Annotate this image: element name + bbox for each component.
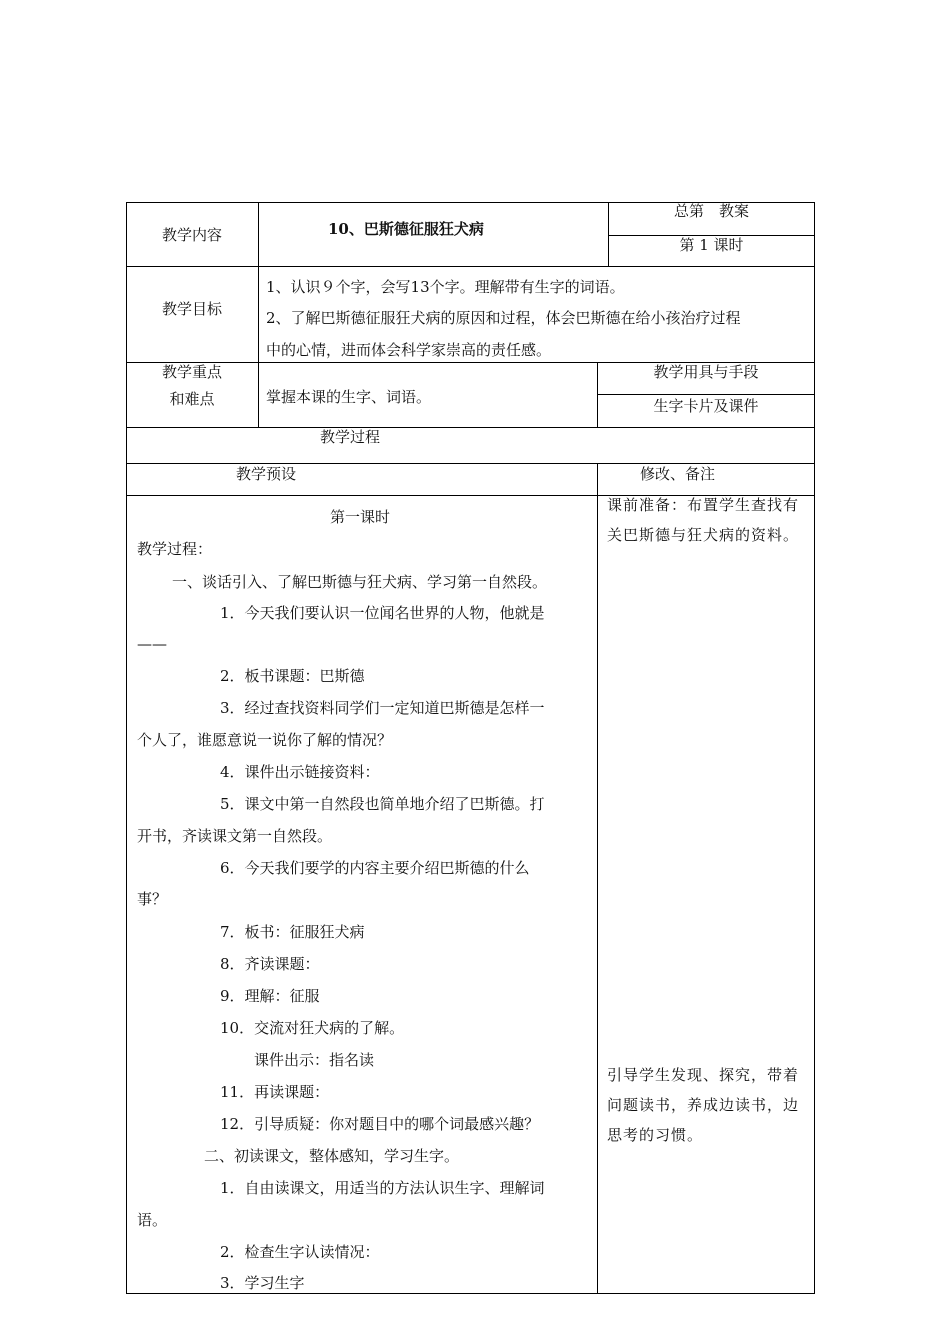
plan-line: 一、谈话引入、了解巴斯德与狂犬病、学习第一自然段。 (172, 573, 548, 591)
notes-column-header: 修改、备注 (640, 465, 716, 483)
row-divider (126, 266, 815, 267)
col-divider (597, 463, 598, 1293)
period-label: 第 1 课时 (679, 236, 744, 254)
plan-line: 二、初读课文，整体感知，学习生字。 (204, 1147, 460, 1165)
plan-line: 1．自由读课文，用适当的方法认识生字、理解词 (220, 1179, 545, 1197)
plan-line: 教学过程： (137, 540, 213, 558)
plan-line: 12．引导质疑：你对题目中的哪个词最感兴趣？ (220, 1115, 540, 1133)
plan-line: 7．板书：征服狂犬病 (220, 923, 365, 941)
period-heading: 第一课时 (330, 508, 391, 526)
plan-column-header: 教学预设 (236, 465, 297, 483)
tools-value: 生字卡片及课件 (653, 397, 759, 415)
objective-line: 中的心情，进而体会科学家崇高的责任感。 (266, 341, 552, 359)
row-divider (597, 394, 815, 395)
objectives-label: 教学目标 (161, 300, 222, 318)
plan-line: —— (137, 635, 167, 653)
plan-line: 语。 (137, 1211, 168, 1229)
plan-line: 课件出示：指名读 (254, 1051, 375, 1069)
plan-line: 事？ (137, 890, 168, 908)
objective-line: 1、认识９个字，会写13个字。理解带有生字的词语。 (266, 278, 625, 296)
row-divider (126, 427, 815, 428)
key-points-label: 教学重点 (161, 363, 222, 381)
plan-line: 5．课文中第一自然段也简单地介绍了巴斯德。打 (220, 795, 545, 813)
plan-line: 个人了，谁愿意说一说你了解的情况？ (137, 731, 393, 749)
plan-line: 11．再读课题： (220, 1083, 330, 1101)
lesson-title: 10、巴斯德征服狂犬病 (328, 220, 484, 238)
table-border-bottom (126, 1293, 815, 1294)
teaching-note: 引导学生发现、探究，带着问题读书，养成边读书，边思考的习惯。 (607, 1066, 800, 1144)
plan-line: 9．理解：征服 (220, 987, 320, 1005)
key-points-label: 和难点 (169, 390, 215, 408)
content-label: 教学内容 (161, 226, 222, 244)
plan-line: 1．今天我们要认识一位闻名世界的人物，他就是 (220, 604, 545, 622)
col-divider (258, 202, 259, 427)
plan-line: 8．齐读课题： (220, 955, 320, 973)
plan-line: 6．今天我们要学的内容主要介绍巴斯德的什么 (220, 859, 530, 877)
key-points-content: 掌握本课的生字、词语。 (266, 388, 432, 406)
plan-line: 3．学习生字 (220, 1274, 305, 1292)
plan-line: 3．经过查找资料同学们一定知道巴斯德是怎样一 (220, 699, 545, 717)
plan-line: 4．课件出示链接资料： (220, 763, 380, 781)
plan-line: 2．检查生字认读情况： (220, 1243, 380, 1261)
plan-line: 开书，齐读课文第一自然段。 (137, 827, 333, 845)
objective-line: 2、了解巴斯德征服狂犬病的原因和过程，体会巴斯德在给小孩治疗过程 (266, 309, 741, 327)
preparation-note: 课前准备：布置学生查找有关巴斯德与狂犬病的资料。 (607, 496, 800, 544)
plan-line: 2．板书课题：巴斯德 (220, 667, 365, 685)
tools-label: 教学用具与手段 (653, 363, 759, 381)
plan-line: 10．交流对狂犬病的了解。 (220, 1019, 405, 1037)
total-lesson-label: 总第 教案 (673, 202, 749, 220)
process-title: 教学过程 (320, 428, 381, 446)
